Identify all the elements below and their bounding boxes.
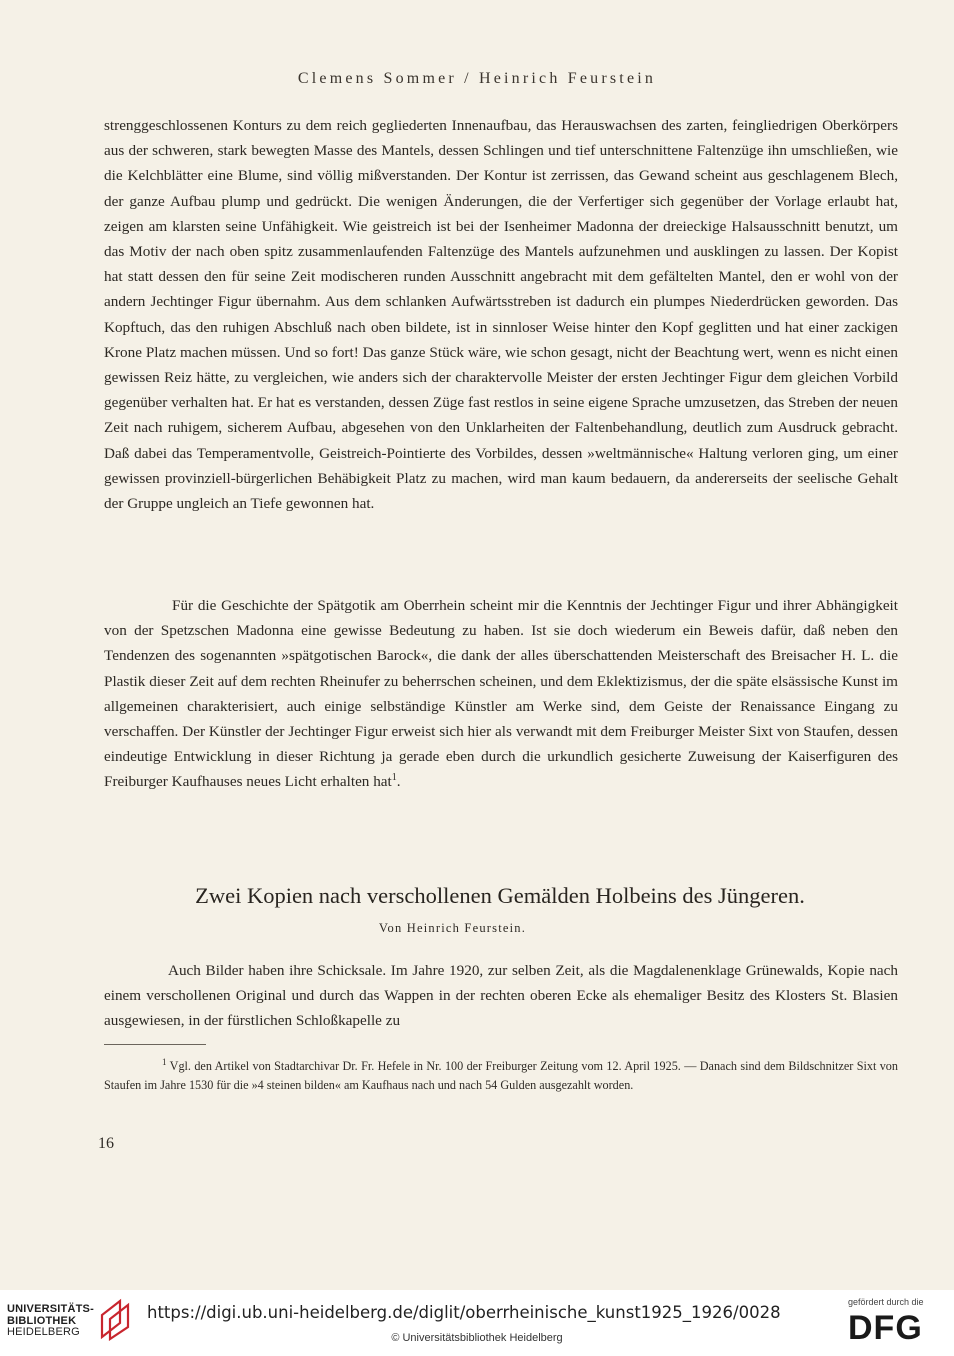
article-title: Zwei Kopien nach verschollenen Gemälden Holbeins des Jüngeren. — [195, 883, 805, 908]
paragraph-1: strenggeschlossenen Konturs zu dem reich gegliederten Innenaufbau, das Herauswachsen des zarten, feingliedrigen Oberkörpers aus der schweren, stark bewegten Masse des Mantels, dessen Schlingen und tief unterschnittene Faltenzüge ihn umschließen, wie die Kelchblätter eine Blume, sind völlig mißverstanden. Der Kontur ist zerrissen, das Gewand scheint aus geschlagenem Blech, der ganze Aufbau plump und gedrückt. Die wenigen Änderungen, die der Verfertiger sich gegenüber der Vorlage erlaubt hat, zeigen am klarsten seine Unfähigkeit. Wie geistreich ist bei der Isenheimer Madonna der dreieckige Halsausschnitt benutzt, um das Motiv der nach oben spitz zusammenlaufenden Faltenzüge des Mantels aufzunehmen und ausklingen zu lassen. Der Kopist hat statt dessen den für seine Zeit modischeren runden Ausschnitt angebracht mit dem gefältelten Mantel, den er wohl von der andern Jechtinger Figur übernahm. Aus dem schlanken Aufwärtsstreben ist dadurch ein plumpes Niederdrücken geworden. Das Kopftuch, das den ruhigen Abschluß nach oben bildete, ist in sinnloser Weise hinter den Kopf geglitten und hat einer zackigen Krone Platz machen müssen. Und so fort! Das ganze Stück wäre, wie schon gesagt, nicht der Beachtung wert, wenn es nicht einen gewissen Reiz hätte, zu vergleichen, wie anders sich der charaktervolle Meister der ersten Jechtinger Figur dem gleichen Vorbild gegenüber verhalten hat. Er hat es verstanden, dessen Züge fast restlos in seine eigene Sprache umzusetzen, das Streben der neuen Zeit nach ruhigem, sicherem Aufbau, abgesehen von den Unklarheiten der Faltenbehandlung, deutlich zum Ausdruck gebracht. Daß dabei das Temperamentvolle, Geistreich-Pointierte des Vorbildes, dessen »weltmännische« Haltung verloren ging, um einer gewissen provinziell-bürgerlichen Behäbigkeit Platz zu machen, wird man kaum bedauern, da andererseits der seelische Gehalt der Gruppe ungleich an Tiefe gewonnen hat. — [104, 117, 898, 513]
footnote-mark: 1 — [162, 1056, 167, 1067]
dfg-logo[interactable]: DFG — [848, 1309, 923, 1347]
footnote-divider — [104, 1044, 206, 1045]
page-number: 16 — [98, 1135, 114, 1152]
permalink-url[interactable]: https://digi.ub.uni-heidelberg.de/diglit/oberrheinische_kunst1925_1926/0028 — [147, 1303, 781, 1322]
library-name-line-1: UNIVERSITÄTS- — [7, 1303, 94, 1315]
library-name-line-2: BIBLIOTHEK — [7, 1314, 77, 1327]
paragraph-2-text: Für die Geschichte der Spätgotik am Oberrhein scheint mir die Kenntnis der Jechtinger Figur und ihrer Abhängigkeit von der Spetzschen Madonna eine gewisse Bedeutung zu haben. Ist sie doch wiederum ein Beweis dafür, daß neben den Tendenzen des sogenannten »spätgotischen Barock«, die dank der alles überschattenden Meisterschaft des Breisacher H. L. die Plastik dieser Zeit auf dem rechten Rheinufer zu beherrschen scheinen, und dem Eklektizismus, der die späte elsässische Kunst im allgemeinen charakterisiert, auch einige selbständige Künstler am Werke sind, dem Geiste der Renaissance Eingang zu verschaffen. Der Künstler der Jechtinger Figur erweist sich hier als verwandt mit dem Freiburger Meister Sixt von Staufen, dessen eindeutige Entwicklung in dieser Richtung ja gerade eben durch die urkundlich gesicherte Zuweisung der Kaiserfiguren des Freiburger Kaufhauses neues Licht erhalten hat — [104, 597, 898, 791]
paragraph-3: Auch Bilder haben ihre Schicksale. Im Jahre 1920, zur selben Zeit, als die Magdalenenklage Grünewalds, Kopie nach einem verschollenen Original und durch das Wappen in der rechten oberen Ecke als ehemaliger Besitz des Klosters St. Blasien ausgewiesen, in der fürstlichen Schloßkapelle zu — [104, 962, 898, 1030]
running-head: Clemens Sommer / Heinrich Feurstein — [297, 70, 657, 87]
paragraph-2 — [104, 593, 898, 795]
footnote — [104, 1057, 898, 1094]
footnote-text: Vgl. den Artikel von Stadtarchivar Dr. Fr. Hefele in Nr. 100 der Freiburger Zeitung vom 12. April 1925. — Danach sind dem Bildschnitzer Sixt von Staufen im Jahre 1530 für die »4 steinen bilden« am Kaufhaus nach und nach 54 Gulden ausgezahlt worden. — [104, 1059, 898, 1092]
viewer-footer — [0, 1290, 954, 1356]
byline: Von Heinrich Feurstein. — [378, 921, 527, 935]
paragraph-2-end: . — [396, 773, 401, 791]
library-name-line-3: HEIDELBERG — [7, 1326, 80, 1338]
copyright-notice: © Universitätsbibliothek Heidelberg — [391, 1332, 563, 1344]
footnote-reference: 1 — [391, 772, 397, 784]
funding-label: gefördert durch die — [848, 1297, 924, 1307]
